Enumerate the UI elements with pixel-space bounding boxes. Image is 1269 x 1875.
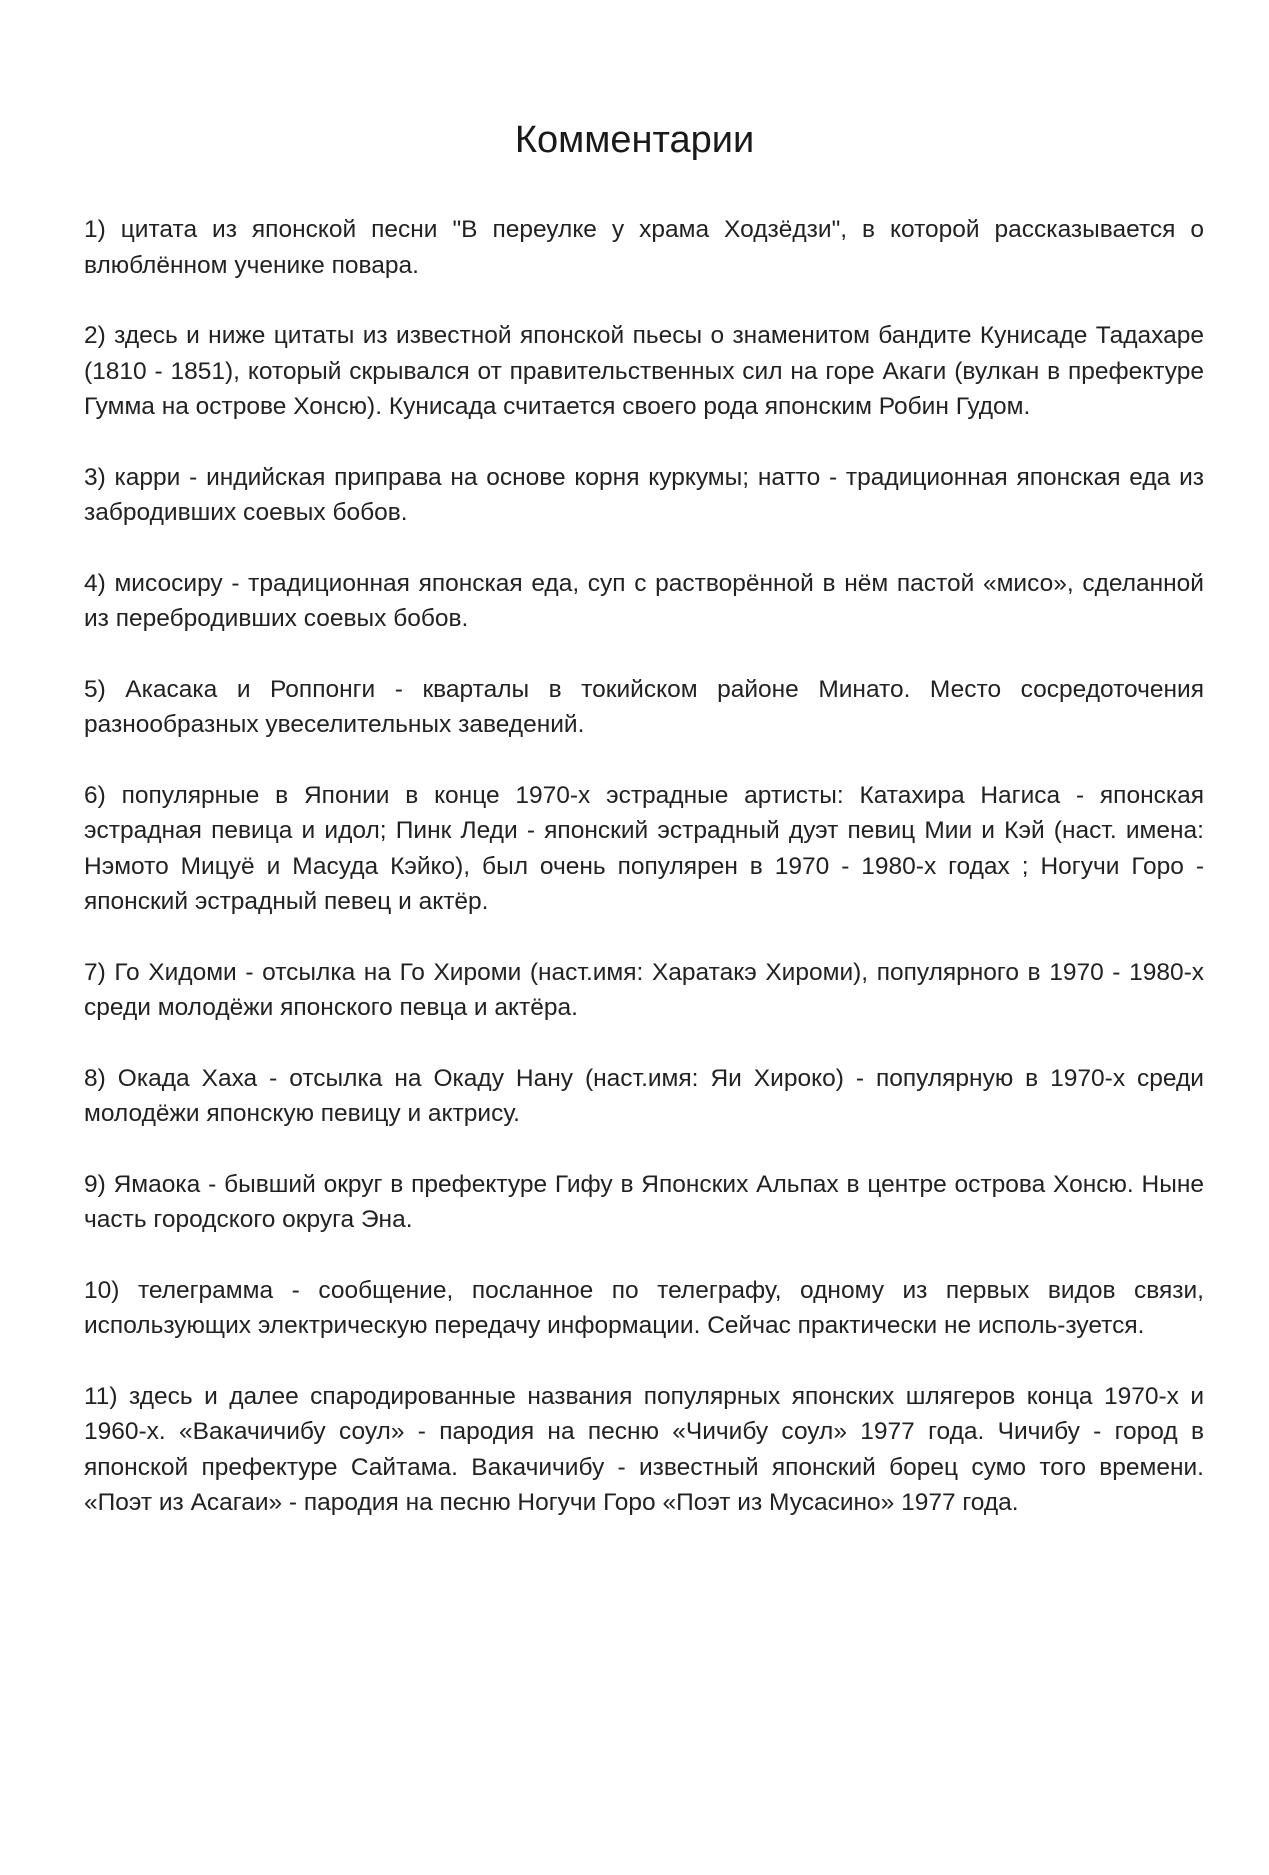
comment-item-7: 7) Го Хидоми - отсылка на Го Хироми (наст.имя: Харатакэ Хироми), популярного в 1970 - 1980-х среди молодёжи японского певца и актёра. [84, 958, 1204, 1021]
comment-item-2: 2) здесь и ниже цитаты из известной японской пьесы о знаменитом бандите Кунисаде Тадахаре (1810 - 1851), который скрывался от правительственных сил на горе Акаги (вулкан в префектуре Гумма на острове Хонсю). Кунисада считается своего рода японским Робин Гудом. [84, 322, 1204, 420]
comments-list [84, 212, 1204, 1556]
comment-item-1: 1) цитата из японской песни "В переулке у храма Ходзёдзи", в которой рассказывается о влюблённом ученике повара. [84, 216, 1204, 279]
comment-item-3: 3) карри - индийская приправа на основе корня куркумы; натто - традиционная японская еда из забродивших соевых бобов. [84, 463, 1204, 526]
comment-item-9: 9) Ямаока - бывший округ в префектуре Гифу в Японских Альпах в центре острова Хонсю. Ныне часть городского округа Эна. [84, 1170, 1204, 1233]
comment-item-11: 11) здесь и далее спародированные названия популярных японских шлягеров конца 1970-х и 1960-х. «Вакачичибу соул» - пародия на песню «Чичибу соул» 1977 года. Чичибу - город в японской префектуре Сайтама. Вакачичибу - известный японский борец сумо того времени. «Поэт из Асагаи» - пародия на песню Ногучи Горо «Поэт из Мусасино» 1977 года. [84, 1382, 1204, 1516]
comment-item-6: 6) популярные в Японии в конце 1970-х эстрадные артисты: Катахира Нагиса - японская эстрадная певица и идол; Пинк Леди - японский эстрадный дуэт певиц Мии и Кэй (наст. имена: Нэмото Мицуё и Масуда Кэйко), был очень популярен в 1970 - 1980-х годах ; Ногучи Горо - японский эстрадный певец и актёр. [84, 781, 1204, 915]
page-title: Комментарии [514, 119, 755, 161]
comment-item-4: 4) мисосиру - традиционная японская еда, суп с растворённой в нём пастой «мисо», сделанной из перебродивших соевых бобов. [84, 569, 1204, 632]
comment-item-5: 5) Акасака и Роппонги - кварталы в токийском районе Минато. Место сосредоточения разнообразных увеселительных заведений. [84, 675, 1204, 738]
comment-item-8: 8) Окада Хаха - отсылка на Окаду Нану (наст.имя: Яи Хироко) - популярную в 1970-х среди молодёжи японскую певицу и актрису. [84, 1064, 1204, 1127]
comment-item-10: 10) телеграмма - сообщение, посланное по телеграфу, одному из первых видов связи, использующих электрическую передачу информации. Сейчас практически не исполь-зуется. [84, 1276, 1204, 1339]
